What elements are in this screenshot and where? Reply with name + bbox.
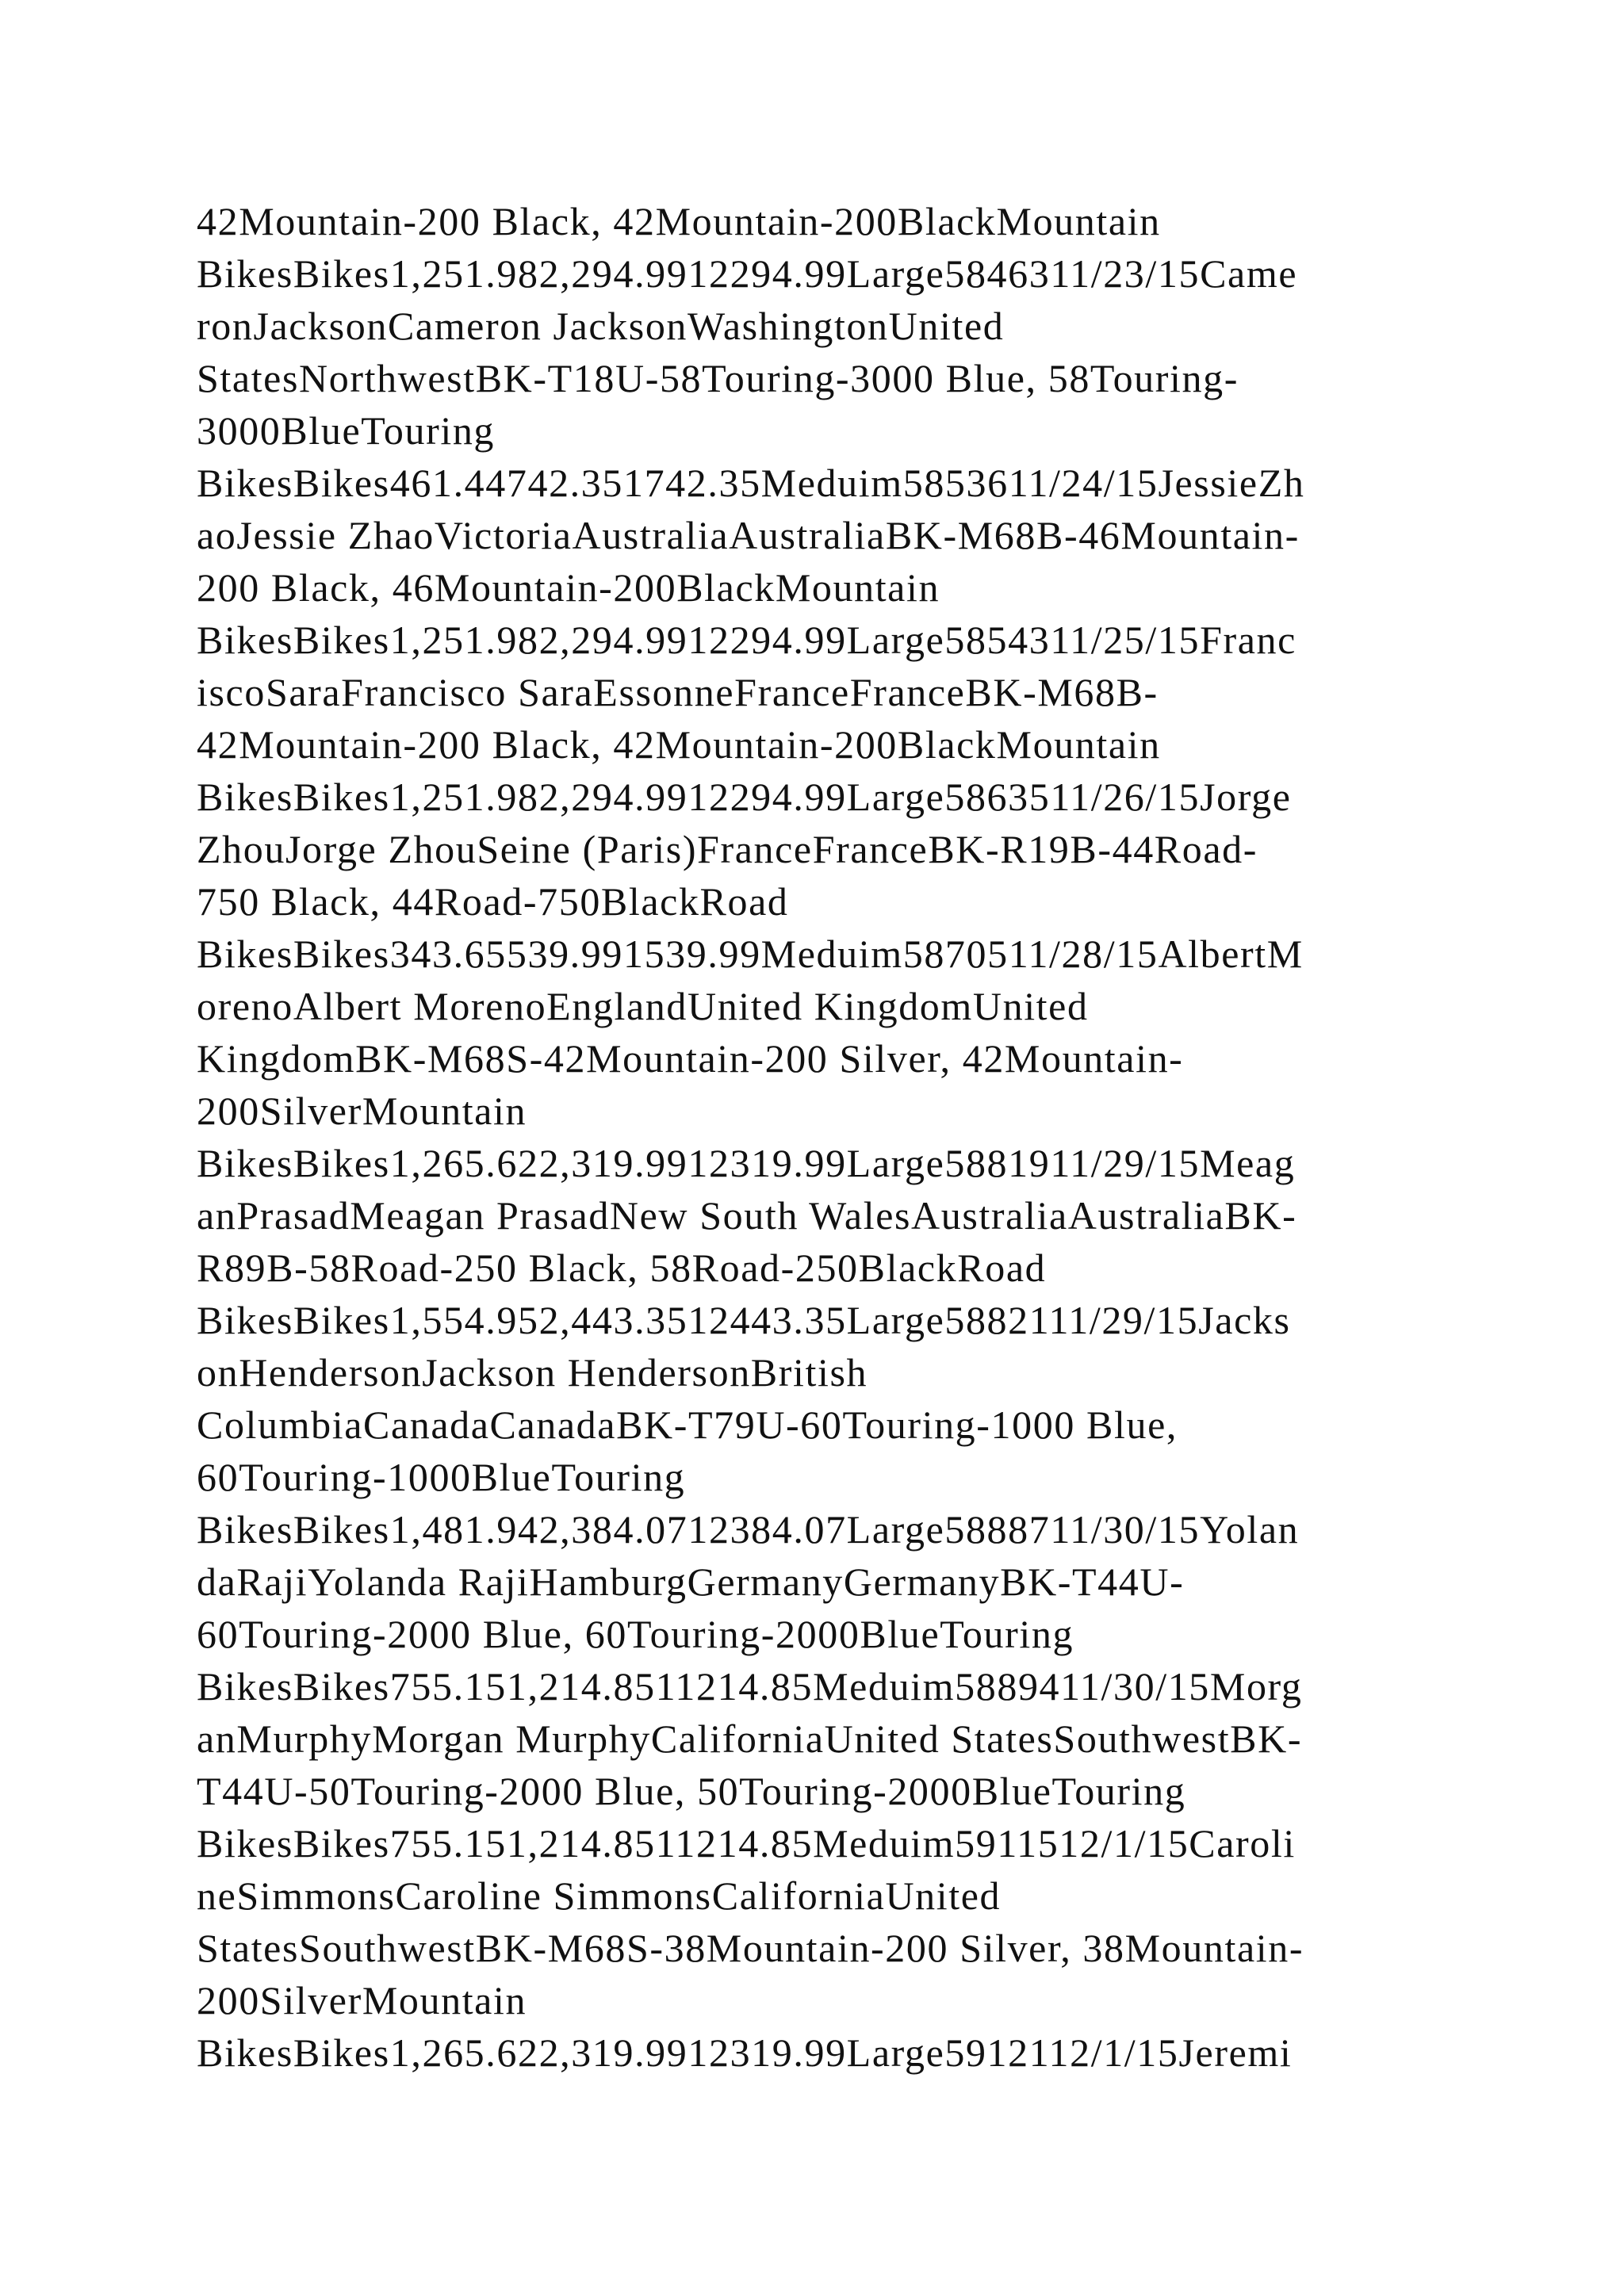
text-line: aoJessie ZhaoVictoriaAustraliaAustraliaBK-M68B-46Mountain- — [197, 513, 1300, 557]
text-line: BikesBikes1,265.622,319.9912319.99Large5912112/1/15Jeremi — [197, 2030, 1293, 2075]
text-line: BikesBikes461.44742.351742.35Meduim5853611/24/15JessieZh — [197, 461, 1305, 505]
text-line: StatesSouthwestBK-M68S-38Mountain-200 Silver, 38Mountain- — [197, 1926, 1304, 1970]
text-line: ColumbiaCanadaCanadaBK-T79U-60Touring-1000 Blue, — [197, 1402, 1178, 1447]
text-line: neSimmonsCaroline SimmonsCaliforniaUnited — [197, 1873, 1002, 1918]
text-line: 200SilverMountain — [197, 1089, 527, 1133]
text-line: BikesBikes1,265.622,319.9912319.99Large5881911/29/15Meag — [197, 1141, 1296, 1185]
text-line: R89B-58Road-250 Black, 58Road-250BlackRoad — [197, 1246, 1047, 1290]
text-line: T44U-50Touring-2000 Blue, 50Touring-2000BlueTouring — [197, 1769, 1186, 1813]
text-line: 60Touring-1000BlueTouring — [197, 1455, 686, 1499]
text-line: BikesBikes343.65539.991539.99Meduim5870511/28/15AlbertM — [197, 932, 1304, 976]
text-line: BikesBikes1,481.942,384.0712384.07Large5888711/30/15Yolan — [197, 1507, 1300, 1552]
text-line: 750 Black, 44Road-750BlackRoad — [197, 879, 789, 924]
text-line: 200 Black, 46Mountain-200BlackMountain — [197, 565, 940, 610]
text-line: 42Mountain-200 Black, 42Mountain-200BlackMountain — [197, 199, 1161, 243]
text-line: anPrasadMeagan PrasadNew South WalesAustraliaAustraliaBK- — [197, 1193, 1297, 1238]
text-line: BikesBikes1,251.982,294.9912294.99Large5846311/23/15Came — [197, 251, 1298, 296]
text-line: 200SilverMountain — [197, 1978, 527, 2022]
document-body — [197, 195, 1434, 2079]
text-line: BikesBikes1,554.952,443.3512443.35Large5882111/29/15Jacks — [197, 1298, 1291, 1342]
text-line: StatesNorthwestBK-T18U-58Touring-3000 Blue, 58Touring- — [197, 356, 1239, 400]
text-line: 60Touring-2000 Blue, 60Touring-2000BlueTouring — [197, 1612, 1074, 1656]
text-line: 42Mountain-200 Black, 42Mountain-200BlackMountain — [197, 722, 1161, 767]
text-line: ronJacksonCameron JacksonWashingtonUnited — [197, 304, 1005, 348]
text-line: iscoSaraFrancisco SaraEssonneFranceFranceBK-M68B- — [197, 670, 1159, 714]
text-line: BikesBikes755.151,214.8511214.85Meduim5911512/1/15Caroli — [197, 1821, 1296, 1866]
text-line: 3000BlueTouring — [197, 408, 496, 453]
text-line: daRajiYolanda RajiHamburgGermanyGermanyBK-T44U- — [197, 1559, 1185, 1604]
text-line: orenoAlbert MorenoEnglandUnited KingdomUnited — [197, 984, 1089, 1028]
text-line: onHendersonJackson HendersonBritish — [197, 1350, 868, 1395]
text-line: KingdomBK-M68S-42Mountain-200 Silver, 42Mountain- — [197, 1036, 1184, 1081]
text-line: anMurphyMorgan MurphyCaliforniaUnited StatesSouthwestBK- — [197, 1716, 1303, 1761]
text-line: BikesBikes755.151,214.8511214.85Meduim5889411/30/15Morg — [197, 1664, 1303, 1709]
text-line: ZhouJorge ZhouSeine (Paris)FranceFranceBK-R19B-44Road- — [197, 827, 1258, 871]
text-line: BikesBikes1,251.982,294.9912294.99Large5854311/25/15Franc — [197, 618, 1297, 662]
text-line: BikesBikes1,251.982,294.9912294.99Large5863511/26/15Jorge — [197, 775, 1292, 819]
